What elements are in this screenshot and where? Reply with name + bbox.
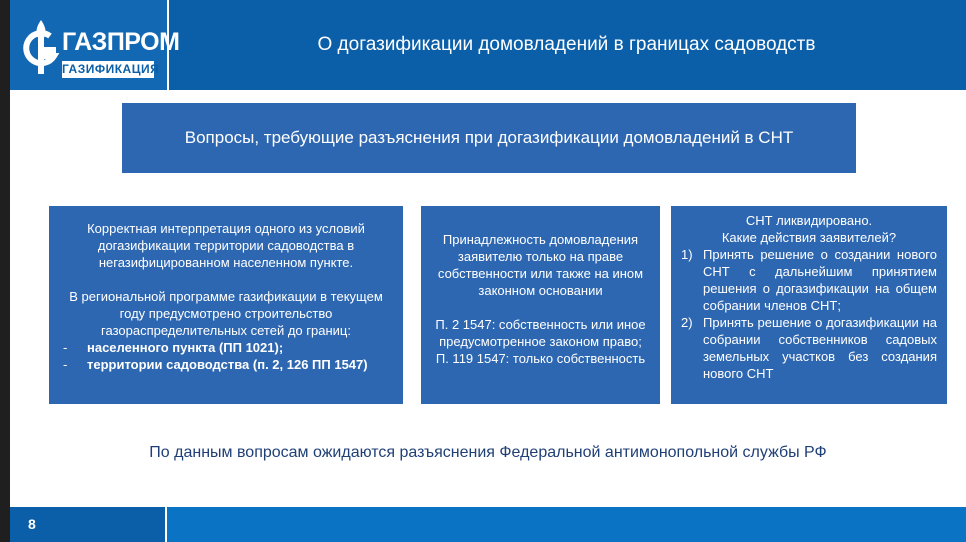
gas-flame-icon: [20, 16, 62, 76]
page-number-box: [10, 507, 167, 542]
item-text: Принять решение о создании нового СНТ с дальнейшим принятием решения о догазификации на общем собрании членов СНТ;: [703, 247, 937, 313]
box3-item: [681, 314, 937, 382]
bullet-text: населенного пункта (ПП 1021);: [87, 340, 284, 355]
box2-para3: П. 119 1547: только собственность: [435, 351, 646, 366]
question-box-3: [671, 206, 947, 404]
gazprom-logo: [10, 0, 180, 90]
logo-word: ГАЗПРОМ: [62, 28, 180, 56]
box3-item: [681, 246, 937, 314]
box2-para1: Принадлежность домовладения заявителю только на праве собственности или также на ином законном основании: [437, 232, 644, 298]
box3-line2: Какие действия заявителей?: [721, 230, 897, 245]
slide: [10, 0, 966, 542]
box3-line1: СНТ ликвидировано.: [745, 213, 873, 228]
bullet-dash: -: [63, 340, 68, 355]
slide-title: О догазификации домовладений в границах садоводств: [317, 34, 816, 55]
box2-para2: П. 2 1547: собственность или иное предусмотренное законом право;: [435, 317, 646, 349]
item-text: Принять решение о догазификации на собрании собственников садовых земельных участков без создания нового СНТ: [703, 315, 937, 381]
question-box-2: [421, 206, 660, 404]
bullet-dash: -: [63, 357, 68, 372]
page-number: 8: [28, 516, 36, 532]
box1-para1: Корректная интерпретация одного из условий догазификации территории садоводства в негазифицированном населенном пункте.: [87, 221, 365, 270]
logo-subtitle: ГАЗИФИКАЦИЯ: [62, 62, 160, 76]
questions-banner: [122, 103, 856, 173]
banner-text: Вопросы, требующие разъяснения при догазификации домовладений в СНТ: [184, 128, 794, 147]
header: [10, 0, 966, 90]
item-number: 1): [681, 247, 693, 262]
bullet-text: территории садоводства (п. 2, 126 ПП 1547): [87, 357, 368, 372]
box1-para2: В региональной программе газификации в текущем году предусмотрено строительство газораспределительных сетей до границ:: [69, 289, 383, 338]
item-number: 2): [681, 315, 693, 330]
question-box-1: [49, 206, 403, 404]
box1-bullet: [63, 339, 389, 356]
footer-note: По данным вопросам ожидаются разъяснения Федеральной антимонопольной службы РФ: [149, 444, 827, 461]
box1-bullet: [63, 356, 389, 373]
